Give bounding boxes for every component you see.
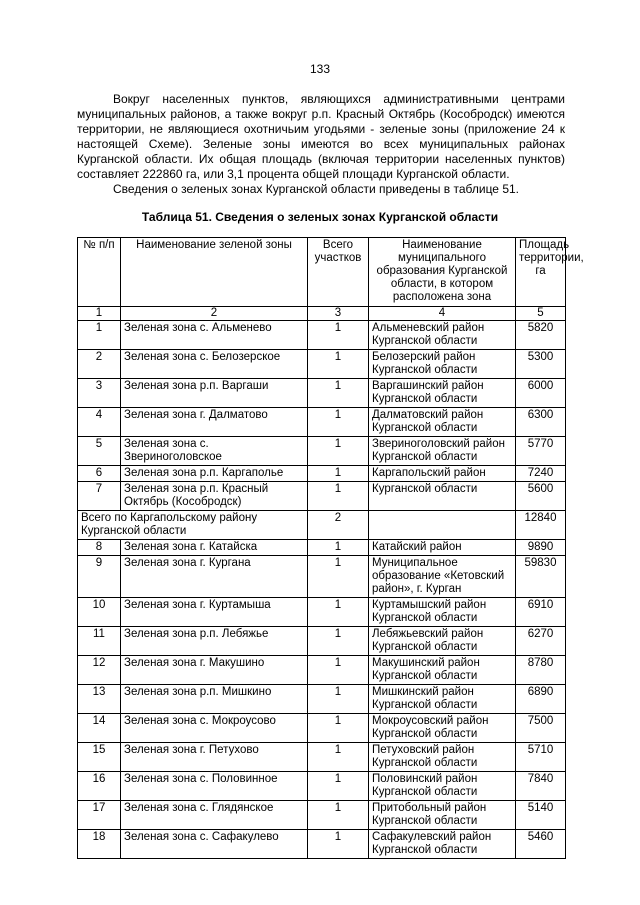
plots-count: 1 xyxy=(308,830,369,859)
table-title: Таблица 51. Сведения о зеленых зонах Курганской области xyxy=(141,210,499,224)
area-value: 5770 xyxy=(516,437,566,466)
page-number: 133 xyxy=(309,62,331,76)
area-value: 59830 xyxy=(516,556,566,598)
plots-count: 1 xyxy=(308,540,369,556)
row-number: 10 xyxy=(78,598,121,627)
header-zone-name: Наименование зеленой зоны xyxy=(121,238,308,307)
municipality: Сафакулевский район Курганской области xyxy=(369,830,516,859)
municipality: Куртамышский район Курганской области xyxy=(369,598,516,627)
zone-name: Зеленая зона г. Петухово xyxy=(121,743,308,772)
municipality: Катайский район xyxy=(369,540,516,556)
row-number: 9 xyxy=(78,556,121,598)
row-number: 12 xyxy=(78,656,121,685)
row-number: 6 xyxy=(78,466,121,482)
header-area: Площадь территории, га xyxy=(516,238,566,307)
plots-count: 1 xyxy=(308,482,369,511)
zone-name: Зеленая зона с. Белозерское xyxy=(121,350,308,379)
table-row xyxy=(78,714,566,743)
zone-name: Зеленая зона с. Звериноголовское xyxy=(121,437,308,466)
plots-count: 1 xyxy=(308,321,369,350)
plots-count: 1 xyxy=(308,556,369,598)
row-number: 2 xyxy=(78,350,121,379)
municipality: Притобольный район Курганской области xyxy=(369,801,516,830)
area-value: 7840 xyxy=(516,772,566,801)
plots-count: 1 xyxy=(308,714,369,743)
row-number: 17 xyxy=(78,801,121,830)
plots-count: 1 xyxy=(308,743,369,772)
area-value: 6300 xyxy=(516,408,566,437)
plots-count: 1 xyxy=(308,437,369,466)
municipality: Белозерский район Курганской области xyxy=(369,350,516,379)
area-value: 6000 xyxy=(516,379,566,408)
table-row xyxy=(78,556,566,598)
column-number: 5 xyxy=(516,307,566,321)
table-row xyxy=(78,408,566,437)
area-value: 9890 xyxy=(516,540,566,556)
municipality: Мишкинский район Курганской области xyxy=(369,685,516,714)
subtotal-label: Всего по Каргапольскому району Курганской области xyxy=(78,511,308,540)
table-row xyxy=(78,801,566,830)
row-number: 14 xyxy=(78,714,121,743)
plots-count: 1 xyxy=(308,627,369,656)
green-zones-table xyxy=(77,237,584,859)
municipality: Мокроусовский район Курганской области xyxy=(369,714,516,743)
municipality: Альменевский район Курганской области xyxy=(369,321,516,350)
zone-name: Зеленая зона р.п. Мишкино xyxy=(121,685,308,714)
area-value: 5710 xyxy=(516,743,566,772)
row-number: 1 xyxy=(78,321,121,350)
column-number: 1 xyxy=(78,307,121,321)
row-number: 8 xyxy=(78,540,121,556)
header-number: № п/п xyxy=(78,238,121,307)
zone-name: Зеленая зона г. Кургана xyxy=(121,556,308,598)
plots-count: 1 xyxy=(308,685,369,714)
area-value: 6910 xyxy=(516,598,566,627)
plots-count: 1 xyxy=(308,466,369,482)
table-row xyxy=(78,437,566,466)
area-value: 7240 xyxy=(516,466,566,482)
table-row xyxy=(78,466,566,482)
paragraph-table-ref: Сведения о зеленых зонах Курганской области приведены в таблице 51. xyxy=(113,182,519,196)
plots-count: 1 xyxy=(308,350,369,379)
municipality: Варгашинский район Курганской области xyxy=(369,379,516,408)
zone-name: Зеленая зона р.п. Лебяжье xyxy=(121,627,308,656)
area-value: 5300 xyxy=(516,350,566,379)
area-value: 5600 xyxy=(516,482,566,511)
zone-name: Зеленая зона с. Сафакулево xyxy=(121,830,308,859)
municipality: Лебяжьевский район Курганской области xyxy=(369,627,516,656)
plots-count: 1 xyxy=(308,598,369,627)
plots-count: 1 xyxy=(308,656,369,685)
table-row xyxy=(78,321,566,350)
plots-count: 1 xyxy=(308,408,369,437)
table-row xyxy=(78,743,566,772)
area-value: 6270 xyxy=(516,627,566,656)
area-value: 5140 xyxy=(516,801,566,830)
header-plots: Всего участков xyxy=(308,238,369,307)
table-row xyxy=(78,540,566,556)
area-value: 7500 xyxy=(516,714,566,743)
row-number: 4 xyxy=(78,408,121,437)
table-row xyxy=(78,656,566,685)
table-row xyxy=(78,598,566,627)
table-row xyxy=(78,482,566,511)
zone-name: Зеленая зона р.п. Красный Октябрь (Кособродск) xyxy=(121,482,308,511)
column-number: 4 xyxy=(369,307,516,321)
table-row xyxy=(78,830,566,859)
zone-name: Зеленая зона г. Макушино xyxy=(121,656,308,685)
row-number: 3 xyxy=(78,379,121,408)
plots-count: 1 xyxy=(308,379,369,408)
zone-name: Зеленая зона г. Куртамыша xyxy=(121,598,308,627)
zone-name: Зеленая зона с. Мокроусово xyxy=(121,714,308,743)
table-header-row xyxy=(78,238,566,307)
area-value: 6890 xyxy=(516,685,566,714)
zone-name: Зеленая зона г. Далматово xyxy=(121,408,308,437)
row-number: 16 xyxy=(78,772,121,801)
municipality: Далматовский район Курганской области xyxy=(369,408,516,437)
area-value: 12840 xyxy=(516,511,566,540)
paragraph-intro: Вокруг населенных пунктов, являющихся административными центрами муниципальных районов, а также вокруг р.п. Красный Октябрь (Кособродск) имеются территории, не являющиеся охотничьим угодьями - зеленые зоны (приложение 24 к настоящей Схеме). Зеленые зоны имеются во всех муниципальных районах Курганской области. Их общая площадь (включая территории населенных пунктов) составляет 222860 га, или 3,1 процента общей площади Курганской области. xyxy=(77,92,565,181)
row-number: 13 xyxy=(78,685,121,714)
row-number: 7 xyxy=(78,482,121,511)
plots-count: 1 xyxy=(308,801,369,830)
column-number: 3 xyxy=(308,307,369,321)
column-number-row xyxy=(78,307,566,321)
row-number: 18 xyxy=(78,830,121,859)
zone-name: Зеленая зона с. Глядянское xyxy=(121,801,308,830)
column-number: 2 xyxy=(121,307,308,321)
municipality: Звериноголовский район Курганской области xyxy=(369,437,516,466)
zone-name: Зеленая зона г. Катайска xyxy=(121,540,308,556)
municipality xyxy=(369,511,516,540)
municipality: Макушинский район Курганской области xyxy=(369,656,516,685)
table-row xyxy=(78,772,566,801)
row-number: 11 xyxy=(78,627,121,656)
municipality: Муниципальное образование «Кетовский район», г. Курган xyxy=(369,556,516,598)
zone-name: Зеленая зона р.п. Варгаши xyxy=(121,379,308,408)
table-row xyxy=(78,379,566,408)
area-value: 5820 xyxy=(516,321,566,350)
municipality: Курганской области xyxy=(369,482,516,511)
table-row xyxy=(78,685,566,714)
area-value: 5460 xyxy=(516,830,566,859)
row-number: 5 xyxy=(78,437,121,466)
municipality: Половинский район Курганской области xyxy=(369,772,516,801)
municipality: Петуховский район Курганской области xyxy=(369,743,516,772)
body-text xyxy=(77,92,565,197)
area-value: 8780 xyxy=(516,656,566,685)
plots-count: 1 xyxy=(308,772,369,801)
row-number: 15 xyxy=(78,743,121,772)
municipality: Каргапольский район xyxy=(369,466,516,482)
plots-count: 2 xyxy=(308,511,369,540)
zone-name: Зеленая зона с. Альменево xyxy=(121,321,308,350)
table-row xyxy=(78,627,566,656)
zone-name: Зеленая зона с. Половинное xyxy=(121,772,308,801)
subtotal-row xyxy=(78,511,566,540)
header-municipality: Наименование муниципального образования Курганской области, в котором расположена зона xyxy=(369,238,516,307)
table-row xyxy=(78,350,566,379)
zone-name: Зеленая зона р.п. Каргаполье xyxy=(121,466,308,482)
